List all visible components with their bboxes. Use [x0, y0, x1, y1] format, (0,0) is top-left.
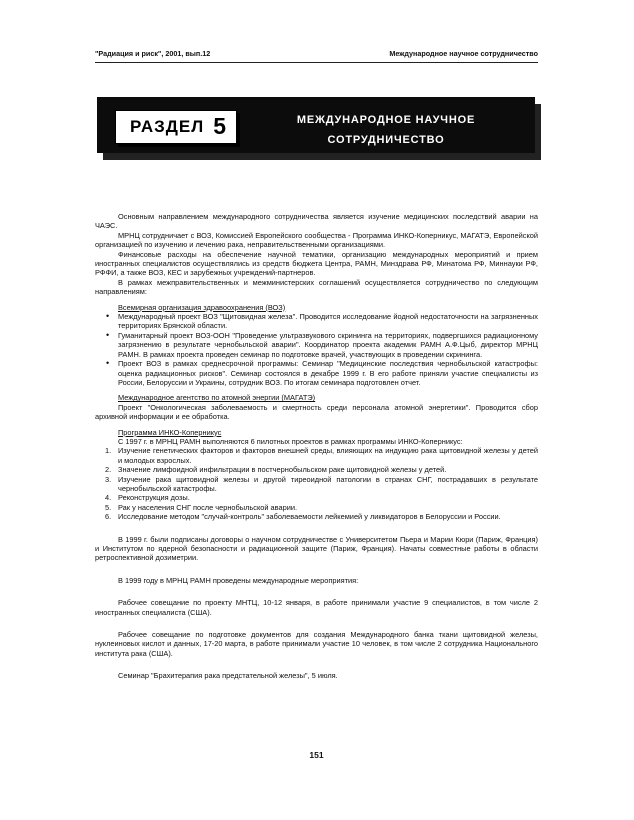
- section-word: РАЗДЕЛ: [130, 117, 205, 136]
- list-item: • Международный проект ВОЗ "Щитовидная железа". Проводится исследование йодной недостаточности на загрязненных территориях Брянской области.: [95, 312, 538, 331]
- list-item: [95, 465, 538, 474]
- item-text: Исследование методом "случай-контроль" заболеваемости лейкемией у ликвидаторов в Белоруссии и России.: [118, 512, 501, 522]
- item-text: Изучение рака щитовидной железы и другой тиреоидной патологии в странах СНГ, пострадавших в результате чернобыльской катастрофы.: [118, 474, 538, 493]
- item-number: 3.: [105, 474, 112, 484]
- page-number: 151: [309, 750, 324, 760]
- who-project-list: [95, 312, 538, 387]
- intro-paragraph-1: Основным направлением международного сотрудничества является изучение медицинских последствий аварии на ЧАЭС.: [95, 212, 538, 231]
- agreements-paragraph: В 1999 г. были подписаны договоры о научном сотрудничестве с Университетом Пьера и Марии Кюри (Париж, Франция) и Институтом по ядерной безопасности и радиационной защите (Париж, Франция). Начаты совместные работы в области ретроспективной дозиметрии.: [95, 534, 538, 563]
- list-item: • Гуманитарный проект ВОЗ-ООН "Проведение ультразвукового скрининга на территориях, подвергшихся радиационному загрязнению в результате чернобыльской аварии". Координатор проекта академик РАМН А.Ф.Цыб, директор МРНЦ РАМН. В рамках проекта проведен семинар по подготовке врачей, участвующих в проведении скрининга.: [95, 331, 538, 359]
- list-item: [95, 475, 538, 494]
- list-item: [95, 446, 538, 465]
- header-rule: [95, 62, 538, 63]
- body-text: [95, 212, 538, 681]
- item-number: 4.: [105, 493, 112, 503]
- events-intro: В 1999 году в МРНЦ РАМН проведены международные мероприятия:: [118, 575, 359, 585]
- inco-project-list: [95, 446, 538, 521]
- list-item: [95, 512, 538, 521]
- section-title: [255, 110, 517, 150]
- item-text: Изучение генетических факторов и факторов внешней среды, влияющих на индукцию рака щитовидной железы у детей и молодых взрослых.: [118, 446, 538, 465]
- event-paragraph-1: Рабочее совещание по проекту МНТЦ, 10-12 января, в работе принимали участие 9 специалистов, в том числе 2 иностранных специалиста (США).: [95, 598, 538, 617]
- inco-heading: Программа ИНКО-Коперникус: [118, 427, 222, 437]
- section-label-box: [115, 110, 237, 144]
- section-header-title: Международное научное сотрудничество: [389, 49, 538, 58]
- section-title-line-1: МЕЖДУНАРОДНОЕ НАУЧНОЕ: [296, 114, 476, 126]
- who-heading: Всемирная организация здравоохранения (ВОЗ): [118, 302, 286, 312]
- item-number: 5.: [105, 502, 112, 512]
- item-number: 6.: [105, 512, 112, 522]
- iaea-paragraph: Проект "Онкологическая заболеваемость и смертность среди персонала атомной энергетики". Проводится сбор архивной информации и ее обработка.: [95, 402, 538, 422]
- intro-paragraph-2: МРНЦ сотрудничает с ВОЗ, Комиссией Европейского сообщества - Программа ИНКО-Коперникус, МАГАТЭ, Европейской организацией по изучению и лечению рака, неправительственными организациями.: [95, 230, 538, 250]
- item-text: Значение лимфоидной инфильтрации в постчернобыльском раке щитовидной железы у детей.: [118, 465, 447, 475]
- intro-paragraph-3: Финансовые расходы на обеспечение научной тематики, организацию международных мероприятий и прием иностранных специалистов осуществлялись из средств бюджета Центра, РАМН, Минздрава РФ, Минатома РФ, Миннауки РФ, РФФИ, а также ВОЗ, КЕС и зарубежных учреждений-партнеров.: [95, 249, 538, 278]
- list-item: [95, 503, 538, 512]
- item-text: Реконструкция дозы.: [118, 493, 190, 503]
- section-title-line-2: СОТРУДНИЧЕСТВО: [327, 134, 445, 146]
- section-number: 5: [213, 113, 226, 139]
- iaea-heading: Международное агентство по атомной энергии (МАГАТЭ): [118, 393, 316, 403]
- item-text: Рак у населения СНГ после чернобыльской аварии.: [118, 502, 298, 512]
- item-number: 1.: [105, 446, 112, 456]
- list-item: [95, 493, 538, 502]
- running-header: [95, 49, 538, 61]
- inco-intro: С 1997 г. в МРНЦ РАМН выполняются 6 пилотных проектов в рамках программы ИНКО-Коперникус:: [118, 436, 463, 446]
- intro-paragraph-4: В рамках межправительственных и межминистерских соглашений осуществляется сотрудничество по следующим направлениям:: [95, 277, 538, 297]
- journal-reference: "Радиация и риск", 2001, вып.12: [95, 49, 211, 58]
- item-number: 2.: [105, 465, 112, 475]
- event-paragraph-2: Рабочее совещание по подготовке документов для создания Международного банка ткани щитовидной железы, нуклеиновых кислот и данных, 17-20 марта, в работе принимали участие 10 человек, в том числе 2 сотрудника Национального института рака (США).: [95, 630, 538, 658]
- event-paragraph-3: Семинар "Брахитерапия рака предстательной железы", 5 июля.: [118, 671, 338, 681]
- list-item: • Проект ВОЗ в рамках среднесрочной программы: Семинар "Медицинские последствия чернобыльской катастрофы: оценка радиационных рисков". Семинар состоялся в декабре 1999 г. В его работе приняли участие специалисты из России, Белоруссии и Украины, сотрудник ВОЗ. По итогам семинара подготовлен отчет.: [95, 359, 538, 387]
